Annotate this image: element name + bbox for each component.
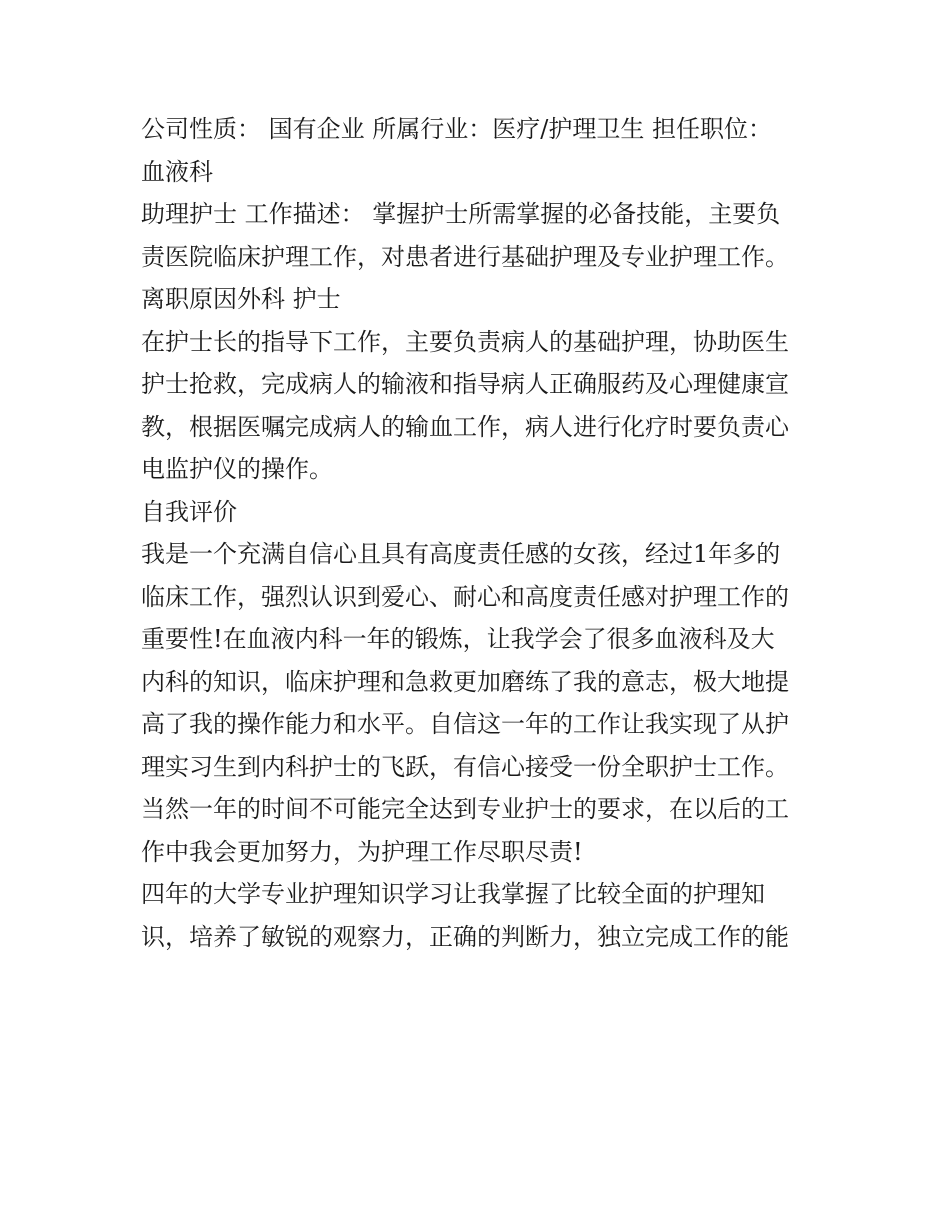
text-line: 高了我的操作能力和水平。自信这一年的工作让我实现了从护 [141,710,789,738]
text-line: 重要性!在血液内科一年的锻炼，让我学会了很多血液科及大 [141,625,775,653]
company-info-line: 公司性质： 国有企业 所属行业：医疗/护理卫生 担任职位： [141,115,772,143]
text-line: 当然一年的时间不可能完全达到专业护士的要求，在以后的工 [141,795,789,823]
text-line: 四年的大学专业护理知识学习让我掌握了比较全面的护理知 [141,880,765,908]
self-evaluation-heading: 自我评价 [141,497,237,526]
department-line: 血液科 [141,157,213,186]
text-line: 理实习生到内科护士的飞跃，有信心接受一份全职护士工作。 [141,752,789,781]
leave-reason-line: 离职原因外科 护士 [141,285,341,313]
text-line: 在护士长的指导下工作，主要负责病人的基础护理，协助医生 [141,327,789,356]
text-line: 作中我会更加努力，为护理工作尽职尽责! [141,837,583,866]
text-line: 识，培养了敏锐的观察力，正确的判断力，独立完成工作的能 [141,922,789,951]
text-line: 临床工作，强烈认识到爱心、耐心和高度责任感对护理工作的 [141,582,789,611]
text-line: 责医院临床护理工作，对患者进行基础护理及专业护理工作。 [141,242,789,271]
text-line: 我是一个充满自信心且具有高度责任感的女孩，经过1年多的 [141,540,781,568]
text-line: 电监护仪的操作。 [141,455,333,483]
text-line: 教，根据医嘱完成病人的输血工作，病人进行化疗时要负责心 [141,412,789,441]
job-description-line: 助理护士 工作描述： 掌握护士所需掌握的必备技能，主要负 [141,200,781,228]
text-line: 护士抢救，完成病人的输液和指导病人正确服药及心理健康宣 [141,370,789,398]
document-body [141,108,813,958]
text-line: 内科的知识，临床护理和急救更加磨练了我的意志，极大地提 [141,667,789,696]
